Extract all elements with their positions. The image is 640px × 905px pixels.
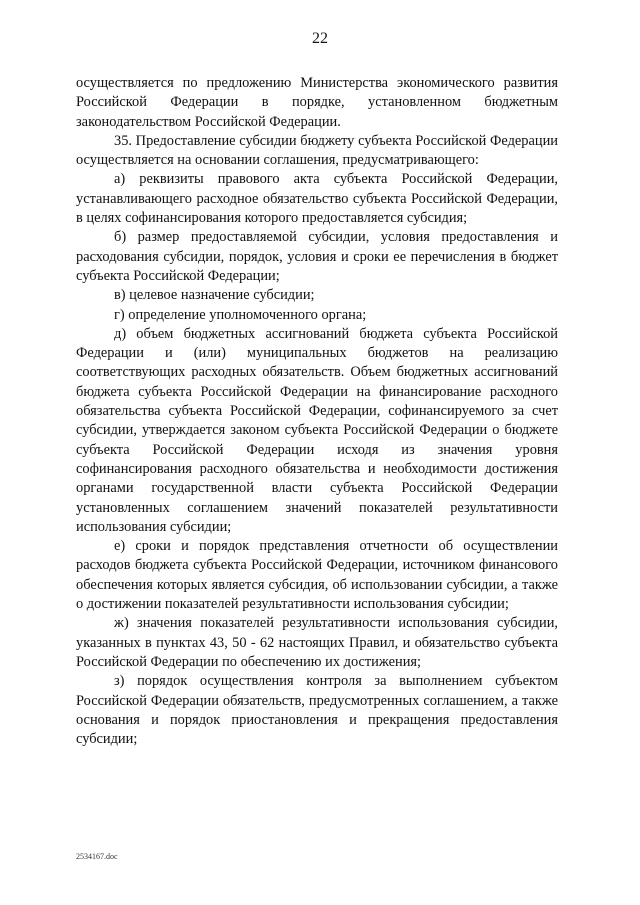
paragraph-subitem-g: г) определение уполномоченного органа;	[114, 306, 367, 323]
paragraph-subitem-e: е) сроки и порядок представления отчетности об осуществлении расходов бюджета субъекта Российской Федерации, источником финансового обеспечения которых является субсидия, об использовании субсидии, а также о достижении показателей результативности использования субсидии;	[76, 538, 558, 613]
paragraph-item-35: 35. Предоставление субсидии бюджету субъекта Российской Федерации осуществляется на основании соглашения, предусматривающего:	[76, 132, 558, 169]
paragraph-continuation: осуществляется по предложению Министерства экономического развития Российской Федерации в порядке, установленном бюджетным законодательством Российской Федерации.	[76, 75, 558, 130]
document-body	[76, 74, 558, 749]
paragraph-subitem-a: а) реквизиты правового акта субъекта Российской Федерации, устанавливающего расходное обязательство субъекта Российской Федерации, в целях софинансирования которого предоставляется субсидия;	[76, 171, 558, 227]
paragraph-subitem-z: з) порядок осуществления контроля за выполнением субъектом Российской Федерации обязательств, предусмотренных соглашением, а также основания и порядок приостановления и прекращения предоставления субсидии;	[76, 673, 558, 748]
paragraph-subitem-zh: ж) значения показателей результативности использования субсидии, указанных в пунктах 43, 50 - 62 настоящих Правил, и обязательство субъекта Российской Федерации по обеспечению их достижения;	[76, 615, 558, 670]
document-file-code: 2534167.doc	[76, 852, 118, 861]
paragraph-subitem-v: в) целевое назначение субсидии;	[114, 287, 315, 304]
paragraph-subitem-b: б) размер предоставляемой субсидии, условия предоставления и расходования субсидии, порядок, условия и сроки ее перечисления в бюджет субъекта Российской Федерации;	[76, 229, 558, 284]
page-number: 22	[312, 30, 328, 47]
paragraph-subitem-d: д) объем бюджетных ассигнований бюджета субъекта Российской Федерации и (или) муниципальных бюджетов на реализацию соответствующих расходных обязательств. Объем бюджетных ассигнований бюджета субъекта Российской Федерации на финансирование расходного обязательства субъекта Российской Федерации, софинансируемого за счет субсидии, утверждается законом субъекта Российской Федерации о бюджете субъекта Российской Федерации исходя из значения уровня софинансирования расходного обязательства и необходимости достижения органами государственной власти субъекта Российской Федерации установленных соглашением значений показателей результативности использования субсидии;	[76, 325, 558, 535]
